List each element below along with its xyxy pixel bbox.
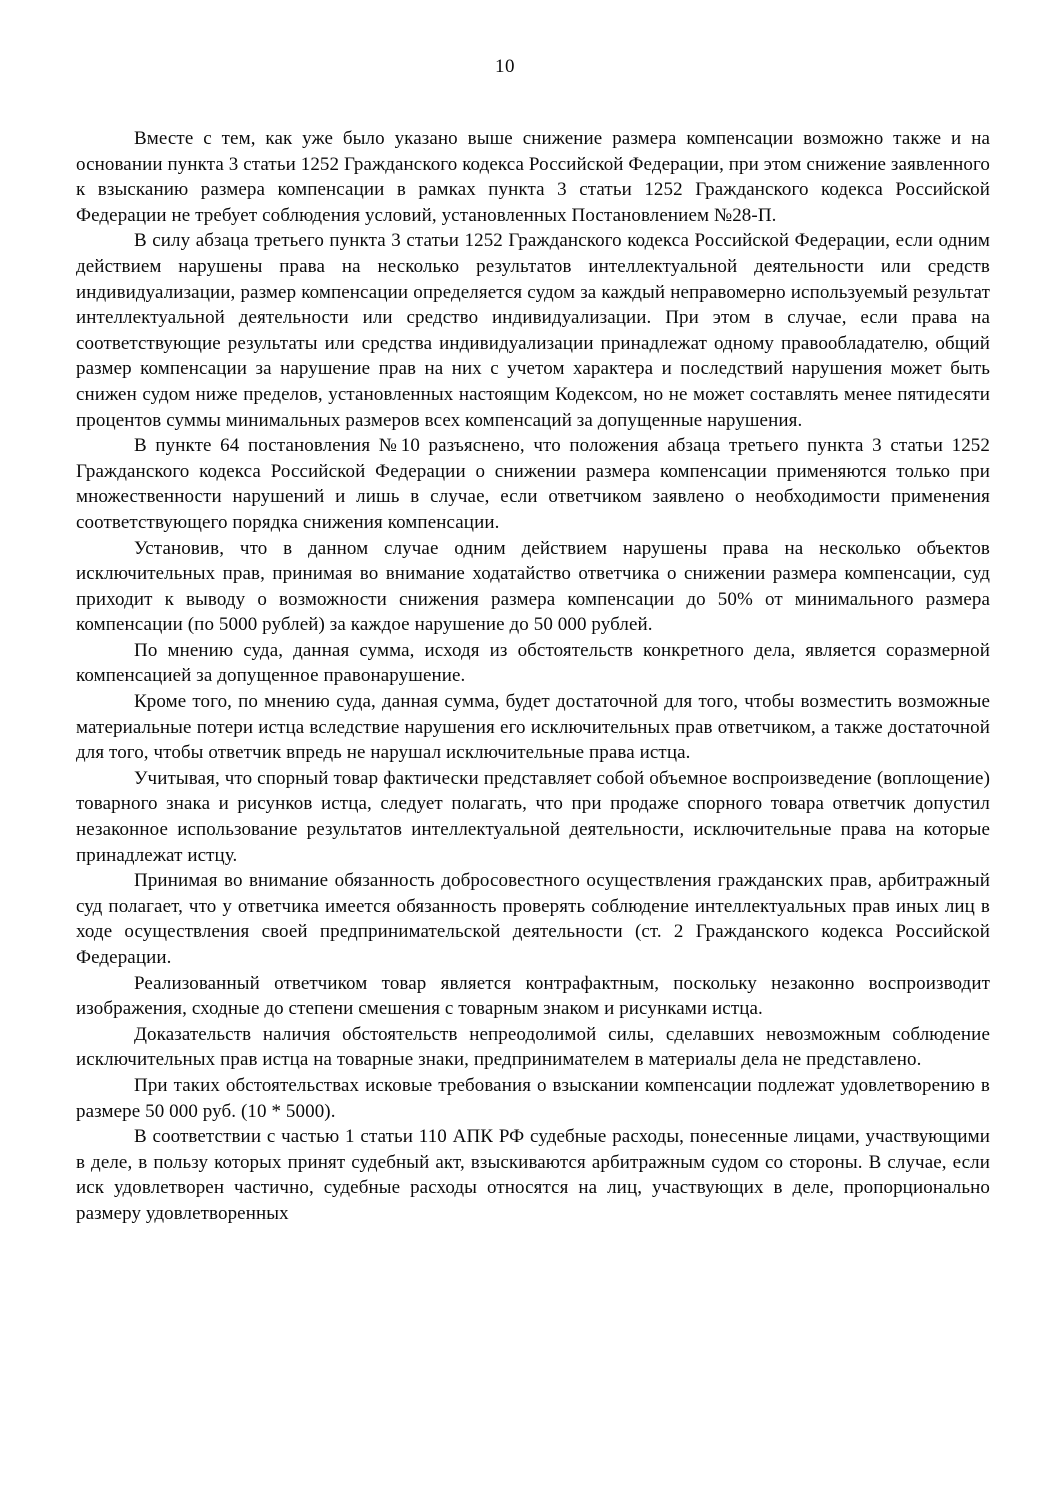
paragraph: В соответствии с частью 1 статьи 110 АПК РФ судебные расходы, понесенные лицами, участвующими в деле, в пользу которых принят судебный акт, взыскиваются арбитражным судом со стороны. В случае, если иск удовлетворен частично, судебные расходы относятся на лиц, участвующих в деле, пропорционально размеру удовлетворенных xyxy=(76,1126,990,1224)
document-body xyxy=(76,126,990,1227)
paragraph: По мнению суда, данная сумма, исходя из обстоятельств конкретного дела, является соразмерной компенсацией за допущенное правонарушение. xyxy=(76,639,990,687)
paragraph: Принимая во внимание обязанность добросовестного осуществления гражданских прав, арбитражный суд полагает, что у ответчика имеется обязанность проверять соблюдение интеллектуальных прав иных лиц в ходе осуществления своей предпринимательской деятельности (ст. 2 Гражданского кодекса Российской Федерации. xyxy=(76,870,990,968)
paragraph: Доказательств наличия обстоятельств непреодолимой силы, сделавших невозможным соблюдение исключительных прав истца на товарные знаки, предпринимателем в материалы дела не представлено. xyxy=(76,1023,990,1071)
paragraph: При таких обстоятельствах исковые требования о взыскании компенсации подлежат удовлетворению в размере 50 000 руб. (10 * 5000). xyxy=(76,1074,990,1122)
paragraph: Установив, что в данном случае одним действием нарушены права на несколько объектов исключительных прав, принимая во внимание ходатайство ответчика о снижении размера компенсации, суд приходит к выводу о возможности снижения размера компенсации до 50% от минимального размера компенсации (по 5000 рублей) за каждое нарушение до 50 000 рублей. xyxy=(76,537,990,636)
page-number: 10 xyxy=(495,56,515,77)
paragraph: Вместе с тем, как уже было указано выше снижение размера компенсации возможно также и на основании пункта 3 статьи 1252 Гражданского кодекса Российской Федерации, при этом снижение заявленного к взысканию размера компенсации в рамках пункта 3 статьи 1252 Гражданского кодекса Российской Федерации не требует соблюдения условий, установленных Постановлением №28-П. xyxy=(76,128,990,226)
paragraph: В силу абзаца третьего пункта 3 статьи 1252 Гражданского кодекса Российской Федерации, если одним действием нарушены права на несколько результатов интеллектуальной деятельности или средств индивидуализации, размер компенсации определяется судом за каждый неправомерно используемый результат интеллектуальной деятельности или средство индивидуализации. При этом в случае, если права на соответствующие результаты или средства индивидуализации принадлежат одному правообладателю, общий размер компенсации за нарушение прав на них с учетом характера и последствий нарушения может быть снижен судом ниже пределов, установленных настоящим Кодексом, но не может составлять менее пятидесяти процентов суммы минимальных размеров всех компенсаций за допущенные нарушения. xyxy=(76,230,990,431)
paragraph: В пункте 64 постановления №10 разъяснено, что положения абзаца третьего пункта 3 статьи 1252 Гражданского кодекса Российской Федерации о снижении размера компенсации применяются только при множественности нарушений и лишь в случае, если ответчиком заявлено о необходимости применения соответствующего порядка снижения компенсации. xyxy=(76,435,990,533)
paragraph: Кроме того, по мнению суда, данная сумма, будет достаточной для того, чтобы возместить возможные материальные потери истца вследствие нарушения его исключительных прав ответчиком, а также достаточной для того, чтобы ответчик впредь не нарушал исключительные права истца. xyxy=(76,691,990,764)
paragraph: Реализованный ответчиком товар является контрафактным, поскольку незаконно воспроизводит изображения, сходные до степени смешения с товарным знаком и рисунками истца. xyxy=(76,972,990,1020)
paragraph: Учитывая, что спорный товар фактически представляет собой объемное воспроизведение (воплощение) товарного знака и рисунков истца, следует полагать, что при продаже спорного товара ответчик допустил незаконное использование результатов интеллектуальной деятельности, исключительные права на которые принадлежат истцу. xyxy=(76,767,990,866)
